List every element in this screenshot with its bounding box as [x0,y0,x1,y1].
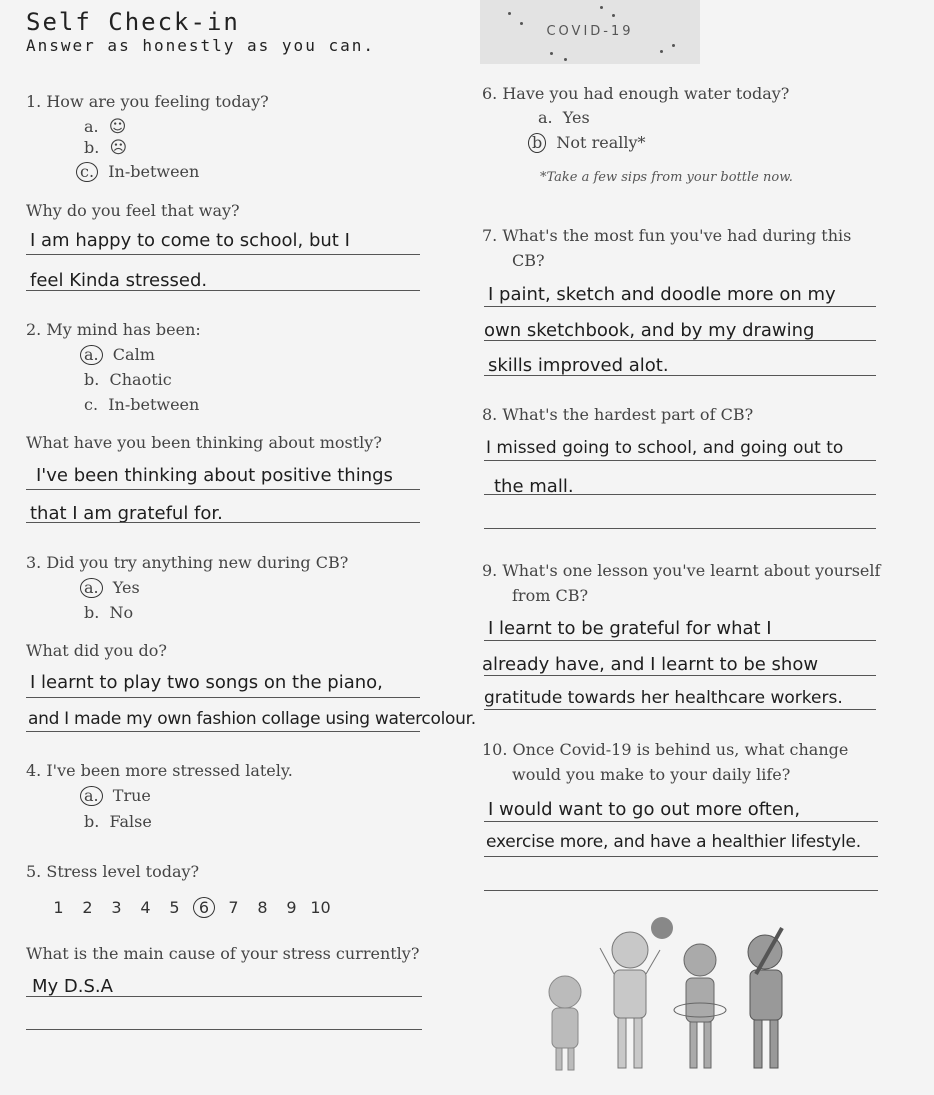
sad-face-icon: ☹ [109,138,128,158]
answer-rule [26,996,422,997]
water-note: *Take a few sips from your bottle now. [540,170,793,185]
answer-rule [484,460,876,461]
answer-rule [26,697,420,698]
scale-10[interactable]: 10 [310,898,331,917]
answer-rule [26,1029,422,1030]
q1-answer-line-2: feel Kinda stressed. [30,270,208,291]
page-subtitle: Answer as honestly as you can. [26,36,375,55]
option-label: In-between [108,395,200,414]
smiley-face-icon: ☺ [108,117,127,137]
q5-followup: What is the main cause of your stress currently? [26,944,420,963]
q2-option-c[interactable] [84,395,199,414]
option-label: Chaotic [109,370,172,389]
q10-answer-line-1: I would want to go out more often, [488,799,801,820]
q1-followup: Why do you feel that way? [26,201,240,220]
q9-answer-line-3: gratitude towards her healthcare workers. [484,688,843,708]
question-5: 5. Stress level today? [26,862,200,881]
child-figure-3 [674,944,726,1068]
selected-circle: a. [80,345,103,365]
q1-option-b[interactable] [84,138,127,158]
q2-followup: What have you been thinking about mostly? [26,433,382,452]
answer-rule [26,731,420,732]
q2-option-a-selected[interactable] [80,345,155,365]
q7-answer-line-2: own sketchbook, and by my drawing [484,320,815,341]
selected-circle: c. [76,162,98,182]
q3-followup: What did you do? [26,641,168,660]
scale-3[interactable]: 3 [111,898,122,917]
answer-rule [26,290,420,291]
q8-answer-line-1: I missed going to school, and going out to [486,438,844,458]
scale-5[interactable]: 5 [169,898,180,917]
answer-rule [484,675,876,676]
option-letter: b. [84,812,100,831]
option-letter: b. [84,603,100,622]
question-10-line-2: would you make to your daily life? [512,765,791,784]
scale-9[interactable]: 9 [286,898,297,917]
q9-answer-line-1: I learnt to be grateful for what I [488,618,772,639]
question-2: 2. My mind has been: [26,320,201,339]
question-7-line-2: CB? [512,251,545,270]
children-illustration [520,910,820,1085]
answer-rule [484,856,878,857]
q6-option-a[interactable] [538,108,590,127]
answer-rule [484,306,876,307]
q2-answer-line-2: that I am grateful for. [30,503,223,524]
q2-answer-line-1: I've been thinking about positive things [36,465,393,486]
option-label: Not really* [556,133,646,152]
q7-answer-line-3: skills improved alot. [488,355,669,376]
q4-option-a-selected[interactable] [80,786,151,806]
question-4: 4. I've been more stressed lately. [26,761,293,780]
option-label: True [112,786,151,805]
q7-answer-line-1: I paint, sketch and doodle more on my [488,284,836,305]
q8-answer-line-2: the mall. [494,476,574,497]
scale-1[interactable]: 1 [53,898,64,917]
q1-option-a[interactable] [84,117,127,137]
q3-answer-line-1: I learnt to play two songs on the piano, [30,672,383,693]
answer-rule [484,640,876,641]
ball-icon [651,917,673,939]
q1-answer-line-1: I am happy to come to school, but I [30,230,350,251]
answer-rule [484,709,876,710]
question-9-line-1: 9. What's one lesson you've learnt about yourself [482,561,881,580]
answer-rule [26,254,420,255]
answer-rule [484,528,876,529]
q3-option-a-selected[interactable] [80,578,140,598]
q9-answer-line-2: already have, and I learnt to be show [482,654,819,675]
question-6: 6. Have you had enough water today? [482,84,790,103]
page-title: Self Check-in [26,8,240,36]
option-label: In-between [108,162,200,181]
answer-rule [26,522,420,523]
answer-rule [484,494,876,495]
answer-rule [484,340,876,341]
option-label: False [109,812,152,831]
q10-answer-line-2: exercise more, and have a healthier lifestyle. [486,832,861,852]
option-label: Calm [112,345,155,364]
selected-circle: b [528,133,546,153]
q5-answer-line-1: My D.S.A [32,976,113,997]
option-label: Yes [112,578,140,597]
option-label: Yes [562,108,590,127]
option-letter: c. [84,395,99,414]
selected-circle: a. [80,786,103,806]
question-1: 1. How are you feeling today? [26,92,269,111]
question-9-line-2: from CB? [512,586,589,605]
question-10-line-1: 10. Once Covid-19 is behind us, what change [482,740,849,759]
answer-rule [484,821,878,822]
selected-circle: a. [80,578,103,598]
child-figure-1 [549,976,581,1070]
option-label: No [109,603,134,622]
option-letter: a. [84,117,99,136]
answer-rule [484,375,876,376]
q2-option-b[interactable] [84,370,172,389]
question-7-line-1: 7. What's the most fun you've had during this [482,226,852,245]
scale-6-selected[interactable]: 6 [193,897,215,918]
q1-option-c-selected[interactable] [76,162,199,182]
q3-option-b[interactable] [84,603,133,622]
q6-option-b-selected[interactable] [528,133,646,153]
q4-option-b[interactable] [84,812,152,831]
question-8: 8. What's the hardest part of CB? [482,405,754,424]
scale-4[interactable]: 4 [140,898,151,917]
option-letter: a. [538,108,553,127]
banner-text: COVID-19 [546,24,634,39]
scale-8[interactable]: 8 [257,898,268,917]
child-figure-4 [748,928,782,1068]
option-letter: b. [84,370,100,389]
scale-2[interactable]: 2 [82,898,93,917]
answer-rule [484,890,878,891]
stress-scale [44,897,335,918]
question-3: 3. Did you try anything new during CB? [26,553,349,572]
child-figure-2 [600,932,660,1068]
q3-answer-line-2: and I made my own fashion collage using watercolour. [28,709,476,729]
answer-rule [26,489,420,490]
covid-banner [480,0,700,64]
scale-7[interactable]: 7 [228,898,239,917]
option-letter: b. [84,138,100,157]
